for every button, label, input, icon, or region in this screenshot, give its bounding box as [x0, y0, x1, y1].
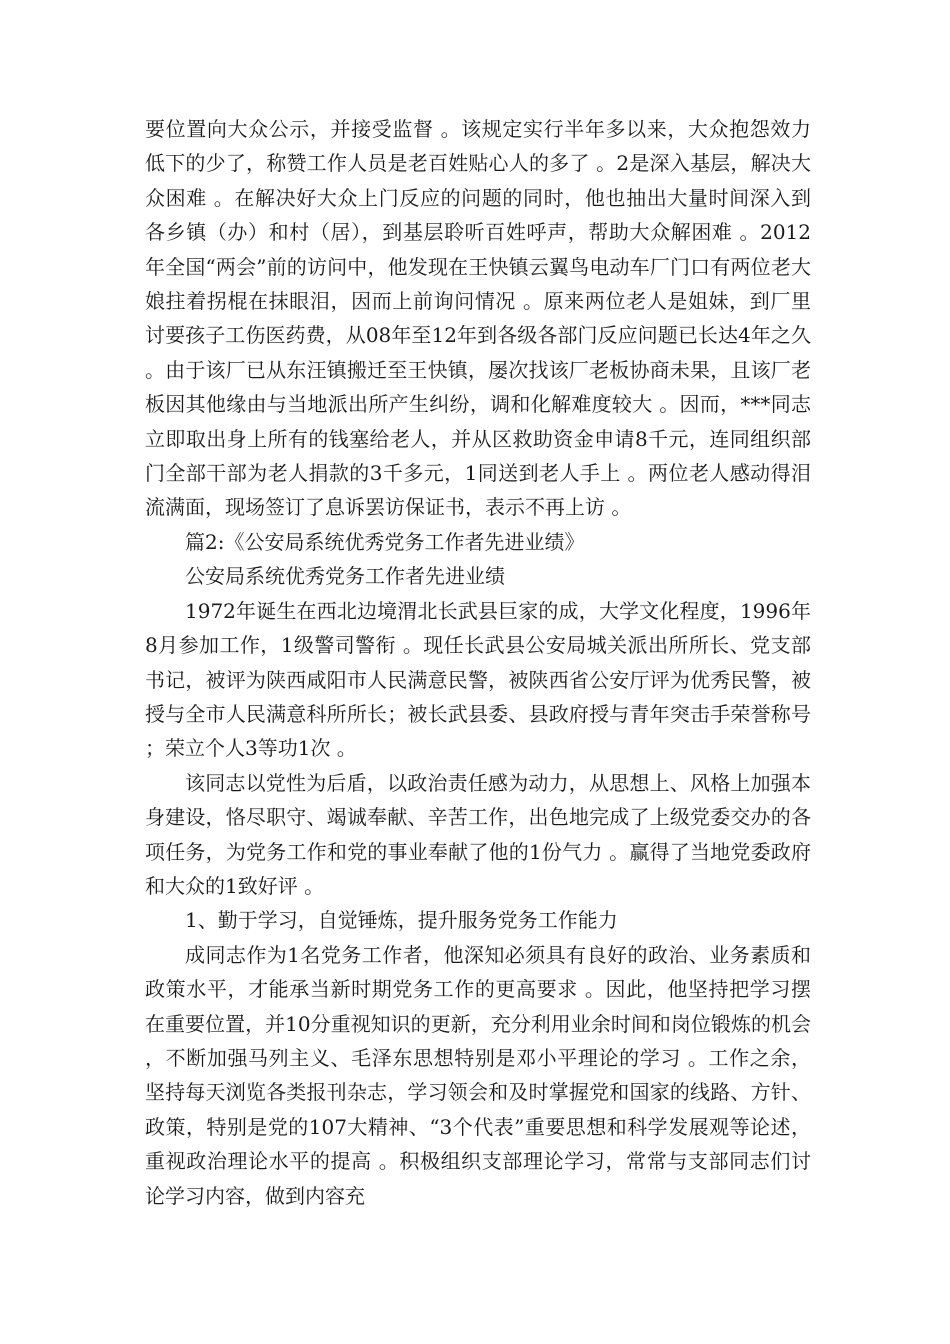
paragraph-summary: 该同志以党性为后盾，以政治责任感为动力，从思想上、风格上加强本身建设，恪尽职守、竭诚奉献、辛苦工作，出色地完成了上级党委交办的各项任务，为党务工作和党的事业奉献了他的1份气力 。赢得了当地党委政府和大众的1致好评 。	[145, 770, 811, 898]
article-title: 公安局系统优秀党务工作者先进业绩	[185, 564, 505, 589]
paragraph-study: 成同志作为1名党务工作者，他深知必须具有良好的政治、业务素质和政策水平，才能承当新时期党务工作的更高要求 。因此，他坚持把学习摆在重要位置，并10分重视知识的更新，充分利用业余时间和岗位锻炼的机会，不断加强马列主义、毛泽东思想特别是邓小平理论的学习 。工作之余，坚持每天浏览各类报刊杂志，学习领会和及时掌握党和国家的线路、方针、政策，特别是党的107大精神、“3个代表”重要思想和科学发展观等论述，重视政治理论水平的提高 。积极组织支部理论学习，常常与支部同志们讨论学习内容，做到内容充	[145, 942, 811, 1208]
section-heading: 篇2:《公安局系统优秀党务工作者先进业绩》	[185, 529, 585, 554]
paragraph-continuation: 要位置向大众公示，并接受监督 。该规定实行半年多以来，大众抱怨效力低下的少了，称赞工作人员是老百姓贴心人的多了 。2是深入基层，解决大众困难 。在解决好大众上门反应的问题的同时，他也抽出大量时间深入到各乡镇（办）和村（居），到基层聆听百姓呼声，帮助大众解困难 。2012年全国“两会”前的访问中，他发现在王快镇云翼鸟电动车厂门口有两位老大娘拄着拐棍在抹眼泪，因而上前询问情况 。原来两位老人是姐妹，到厂里讨要孩子工伤医药费，从08年至12年到各级各部门反应问题已长达4年之久 。由于该厂已从东汪镇搬迁至王快镇，屡次找该厂老板协商未果，且该厂老板因其他缘由与当地派出所产生纠纷，调和化解难度较大 。因而，***同志立即取出身上所有的钱塞给老人，并从区救助资金申请8千元，连同组织部门全部干部为老人捐款的3千多元，1同送到老人手上 。两位老人感动得泪流满面，现场签订了息诉罢访保证书，表示不再上访 。	[145, 117, 811, 520]
paragraph-biography: 1972年诞生在西北边境渭北长武县巨家的成，大学文化程度，1996年8月参加工作，1级警司警衔 。现任长武县公安局城关派出所所长、党支部书记，被评为陕西咸阳市人民满意民警，被陕西省公安厅评为优秀民警，被授与全市人民满意科所所长；被长武县委、县政府授与青年突击手荣誉称号；荣立个人3等功1次 。	[145, 598, 811, 761]
document-body	[145, 112, 811, 1213]
subheading-study: 1、勤于学习，自觉锤炼，提升服务党务工作能力	[185, 908, 618, 933]
